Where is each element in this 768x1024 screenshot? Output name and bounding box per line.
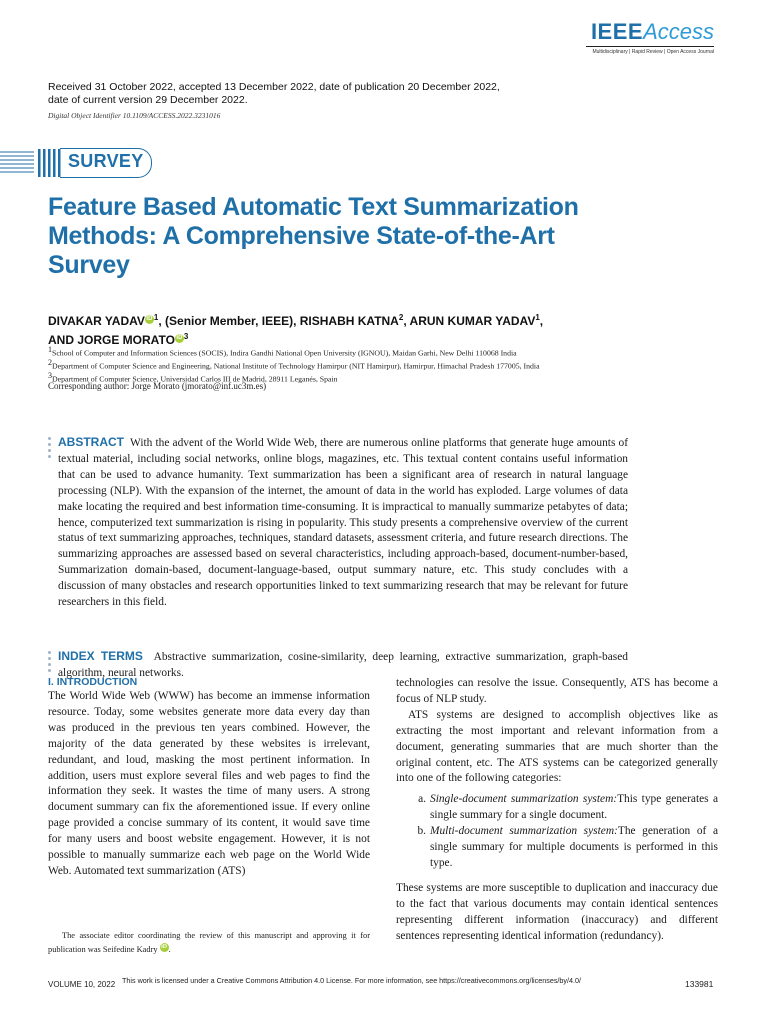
affiliation-text: Department of Computer Science, Universidad Carlos III de Madrid, 28911 Leganés, Spain — [52, 374, 338, 384]
footnote-text: The associate editor coordinating the review of this manuscript and approving it for publication was Seifedine Kadry — [48, 931, 370, 954]
footer-page-number: 133981 — [685, 979, 714, 989]
logo-access-text: Access — [643, 19, 714, 44]
index-terms-text: Abstractive summarization, cosine-similarity, deep learning, extractive summarization, graph-based algorithm, neural networks. — [58, 651, 628, 679]
list-term: Single-document summarization system: — [430, 793, 618, 806]
author-affil-sup: 2 — [398, 313, 404, 322]
list-desc: The generation of a single summary for multiple documents is performed in this type. — [430, 825, 718, 869]
abstract-heading: ABSTRACT — [58, 435, 124, 449]
corresponding-author: Corresponding author: Jorge Morato (jmorato@inf.uc3m.es) — [48, 381, 267, 391]
author-name: , ARUN KUMAR YADAV — [403, 314, 536, 328]
affiliation-text: Department of Computer Science and Engineering, National Institute of Technology Hamirpur (NIT Hamirpur), Hamirpur, Himachal Pradesh 177005, India — [52, 361, 540, 371]
author-name: AND JORGE MORATO — [48, 333, 175, 347]
editor-footnote — [48, 929, 370, 957]
list-label: a. — [418, 793, 426, 806]
abstract — [58, 435, 628, 611]
affiliations — [48, 345, 648, 385]
author-affil-sup: 1 — [535, 313, 540, 322]
affiliation-sup: 3 — [48, 371, 52, 381]
author-separator: , — [539, 314, 544, 328]
author-affil-sup: 3 — [183, 332, 189, 341]
abstract-text: With the advent of the World Wide Web, there are numerous online platforms that generate huge amounts of textual material, including social networks, online blogs, magazines, etc. This textual content contains useful information that can be used to advance humanity. Text summarization has been a significant area of research in natural language processing (NLP). With the expansion of the internet, the amount of data in the world has exploded. Large volumes of data make locating the required and best information time-consuming. It is impractical to manually summarize petabytes of data; hence, computerized text summarization is rising in popularity. This study presents a comprehensive overview of the current status of text summarizing approaches, techniques, standard datasets, assessment criteria, and future research directions. The summarizing approaches are assessed based on several characteristics, including approach-based, document-number-based, Summarization domain-based, document-language-based, output summary nature, etc. This study concludes with a discussion of many obstacles and research opportunities linked to text summarizing research that may be relevant for future researchers in this field. — [58, 437, 628, 609]
affiliation-text: School of Computer and Information Sciences (SOCIS), Indira Gandhi National Open University (IGNOU), Maidan Garhi, New Delhi 110068 India — [52, 348, 517, 358]
orcid-icon[interactable]: iD — [146, 316, 153, 322]
author-list — [48, 310, 608, 348]
category-list — [396, 792, 718, 872]
survey-stripes-icon — [0, 148, 64, 178]
intro-right-column — [396, 676, 718, 945]
paragraph: technologies can resolve the issue. Consequently, ATS has become a focus of NLP study. — [396, 677, 718, 705]
section-heading: I. INTRODUCTION — [48, 676, 138, 688]
affiliation-sup: 2 — [48, 358, 52, 368]
orcid-icon[interactable]: iD — [161, 944, 168, 951]
logo-tagline: Multidisciplinary | Rapid Review | Open Access Journal — [592, 49, 714, 55]
footer-license-link[interactable]: This work is licensed under a Creative Commons Attribution 4.0 License. For more information, see https://creativecommons.org/licenses/by/4.0/ — [122, 976, 582, 985]
index-terms-heading: INDEX TERMS — [58, 649, 143, 663]
footer-volume: VOLUME 10, 2022 — [48, 980, 116, 989]
logo-divider — [586, 46, 714, 47]
affiliation-item — [48, 345, 648, 358]
doi: Digital Object Identifier 10.1109/ACCESS.2022.3231016 — [48, 111, 221, 120]
footnote-end: . — [168, 945, 171, 954]
received-dates: Received 31 October 2022, accepted 13 December 2022, date of publication 20 December 2022, date of current version 29 December 2022. — [48, 81, 500, 106]
article-type-label: SURVEY — [68, 151, 144, 171]
journal-logo — [586, 20, 714, 55]
list-term: Multi-document summarization system: — [430, 825, 618, 838]
abstract-dots-icon — [48, 437, 51, 461]
author-name: , (Senior Member, IEEE), RISHABH KATNA — [158, 314, 399, 328]
list-item — [396, 792, 718, 824]
logo-ieee-text: IEEE — [590, 19, 644, 44]
paragraph: ATS systems are designed to accomplish objectives like as extracting the most important and relevant information from a document, generating summaries that are much shorter than the original content, etc. The ATS systems can be categorized generally into one of the following categories: — [396, 708, 718, 785]
paper-title: Feature Based Automatic Text Summarization Methods: A Comprehensive State-of-the-Art Survey — [48, 193, 579, 279]
author-name: DIVAKAR YADAV — [48, 314, 145, 328]
author-affil-sup: 1 — [153, 313, 159, 322]
affiliation-sup: 1 — [48, 345, 52, 354]
index-terms-dots-icon — [48, 651, 51, 675]
affiliation-item — [48, 358, 648, 371]
list-desc: This type generates a single summary for a single document. — [430, 793, 719, 822]
intro-left-column: The World Wide Web (WWW) has become an immense information resource. Today, some websites generate more data every day than was produced in the previous ten years combined. However, the majority of the data generated by these websites is irrelevant, redundant, and loud, masking the most pertinent information. In addition, users must explore several files and web pages to find the information they seek. It wastes the time of many users. A strong document summary can fix the aforementioned issue. If every online page provided a concise summary of its content, it would save time for many users and boost website engagement. However, it is not possible to manually summarize each web page on the World Wide Web. Automated text summarization (ATS) — [48, 690, 370, 877]
list-label: b. — [417, 825, 426, 838]
orcid-icon[interactable]: iD — [176, 335, 183, 341]
list-item — [396, 824, 718, 872]
paragraph: These systems are more susceptible to duplication and inaccuracy due to the fact that various documents may contain identical sentences representing different information (inaccuracy) and different sentences representing identical information (redundancy). — [396, 881, 718, 942]
